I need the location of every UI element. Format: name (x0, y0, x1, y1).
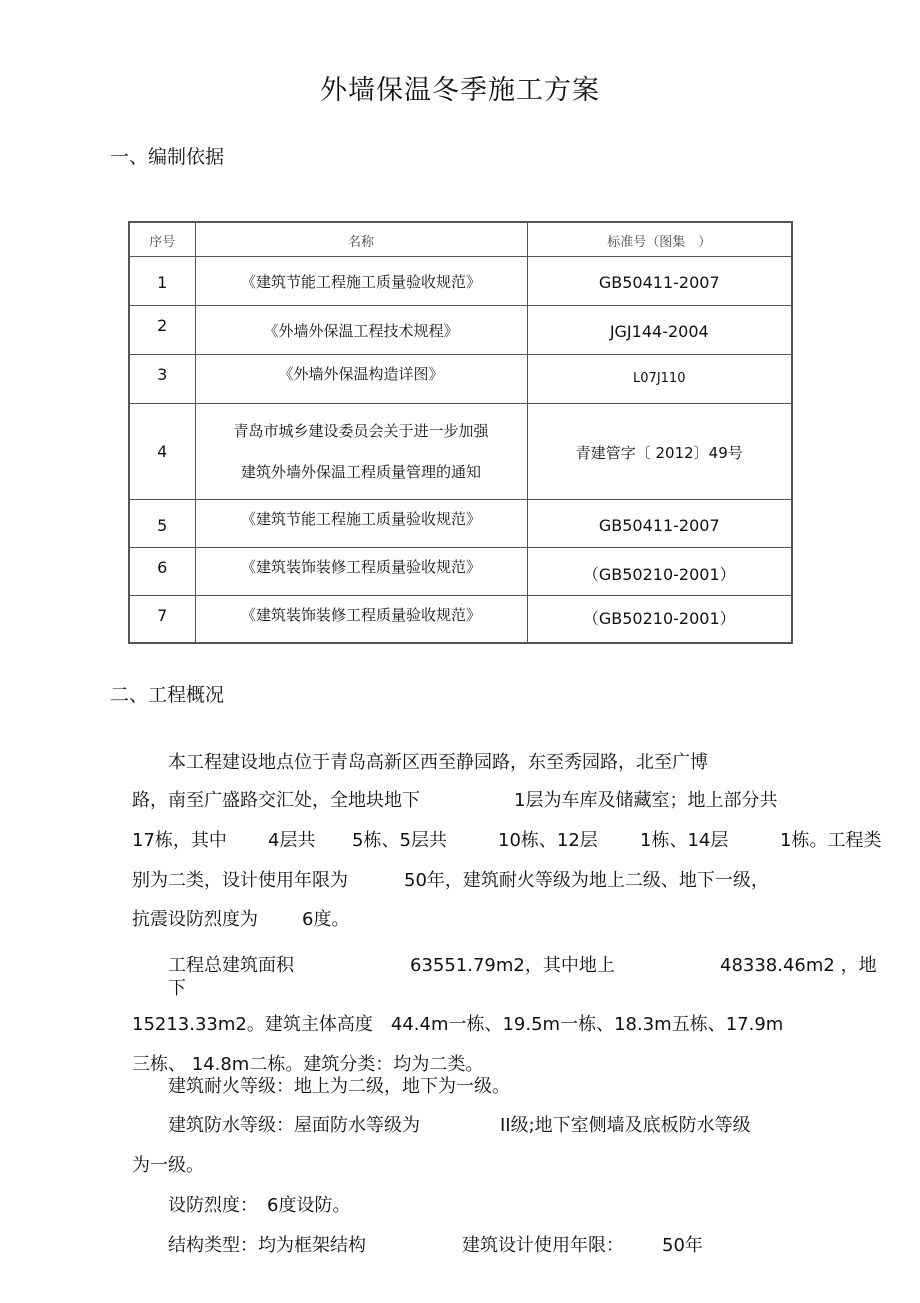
table-row (129, 354, 792, 403)
standards-table (128, 221, 793, 644)
document-title: 外墙保温冬季施工方案 (320, 75, 600, 106)
paragraph-line: 建筑防水等级：屋面防水等级为 (168, 1115, 420, 1136)
paragraph-line: 结构类型：均为框架结构 (168, 1235, 366, 1256)
row-code: 青建管字〔 2012〕49号 (575, 443, 743, 462)
paragraph-line: 下 (168, 978, 186, 999)
table-row (129, 403, 792, 499)
row-name: 《建筑节能工程施工质量验收规范》 (240, 272, 481, 291)
row-code: JGJ144-2004 (609, 321, 709, 341)
table-row (129, 547, 792, 595)
row-name: 《建筑装饰装修工程质量验收规范》 (240, 605, 481, 624)
row-number: 6 (157, 557, 168, 577)
paragraph-line: 三栋、 14.8m二栋。建筑分类：均为二类。 (132, 1054, 484, 1075)
row-name-line2: 建筑外墙外保温工程质量管理的通知 (240, 462, 481, 481)
row-name: 《建筑节能工程施工质量验收规范》 (240, 509, 481, 528)
row-number: 4 (157, 441, 168, 461)
row-number: 2 (157, 315, 168, 335)
header-standard-code: 标准号（图集 ） (527, 222, 792, 256)
row-code: （GB50210-2001） (582, 608, 736, 628)
row-name: 《建筑装饰装修工程质量验收规范》 (240, 557, 481, 576)
paragraph-line: 工程总建筑面积 (168, 955, 294, 976)
row-number: 3 (157, 364, 168, 384)
paragraph-line: 抗震设防烈度为 (132, 909, 258, 930)
table-header-row (129, 222, 792, 256)
paragraph-line: 50年 (662, 1235, 703, 1256)
paragraph-line: 48338.46m2 ，地 (720, 955, 877, 976)
paragraph-line: II级;地下室侧墙及底板防水等级 (500, 1115, 751, 1136)
paragraph-line: 50年，建筑耐火等级为地上二级、地下一级， (404, 870, 769, 891)
section-heading-basis: 一、编制依据 (110, 146, 225, 168)
table-row (129, 256, 792, 305)
paragraph-line: 1栋。工程类 (780, 830, 882, 851)
paragraph-line: 设防烈度： 6度设防。 (168, 1195, 351, 1216)
row-code: GB50411-2007 (598, 272, 720, 292)
section-heading-overview: 二、工程概况 (110, 684, 225, 706)
paragraph-line: 17栋，其中 (132, 830, 227, 851)
paragraph-line: 建筑耐火等级：地上为二级，地下为一级。 (168, 1076, 510, 1097)
row-number: 1 (157, 272, 168, 292)
row-code: GB50411-2007 (598, 515, 720, 535)
table-row (129, 305, 792, 354)
row-code: L07J110 (633, 370, 686, 386)
header-name: 名称 (195, 222, 527, 256)
table-row (129, 595, 792, 643)
row-name: 《外墙外保温工程技术规程》 (263, 321, 459, 340)
row-code: （GB50210-2001） (582, 564, 736, 584)
paragraph-line: 4层共 (268, 830, 316, 851)
paragraph-line: 10栋、12层 (498, 830, 598, 851)
row-name-line1: 青岛市城乡建设委员会关于进一步加强 (233, 421, 489, 440)
row-number: 5 (157, 515, 168, 535)
paragraph-line: 6度。 (302, 909, 350, 930)
paragraph-line: 5栋、5层共 (352, 830, 447, 851)
paragraph-line: 1栋、14层 (640, 830, 729, 851)
header-number: 序号 (129, 222, 195, 256)
table-row (129, 499, 792, 547)
paragraph-line: 1层为车库及储藏室；地上部分共 (514, 790, 778, 811)
paragraph-line: 建筑设计使用年限： (462, 1235, 624, 1256)
paragraph-line: 别为二类，设计使用年限为 (132, 870, 348, 891)
paragraph-line: 路，南至广盛路交汇处，全地块地下 (132, 790, 420, 811)
paragraph-line: 为一级。 (132, 1155, 204, 1176)
row-number: 7 (157, 605, 168, 625)
paragraph-line: 63551.79m2，其中地上 (410, 955, 615, 976)
paragraph-line: 15213.33m2。建筑主体高度 44.4m一栋、19.5m一栋、18.3m五栋、17.9m (132, 1014, 784, 1035)
row-name: 《外墙外保温构造详图》 (278, 364, 444, 383)
paragraph-line: 本工程建设地点位于青岛高新区西至静园路，东至秀园路，北至广博 (168, 752, 708, 773)
